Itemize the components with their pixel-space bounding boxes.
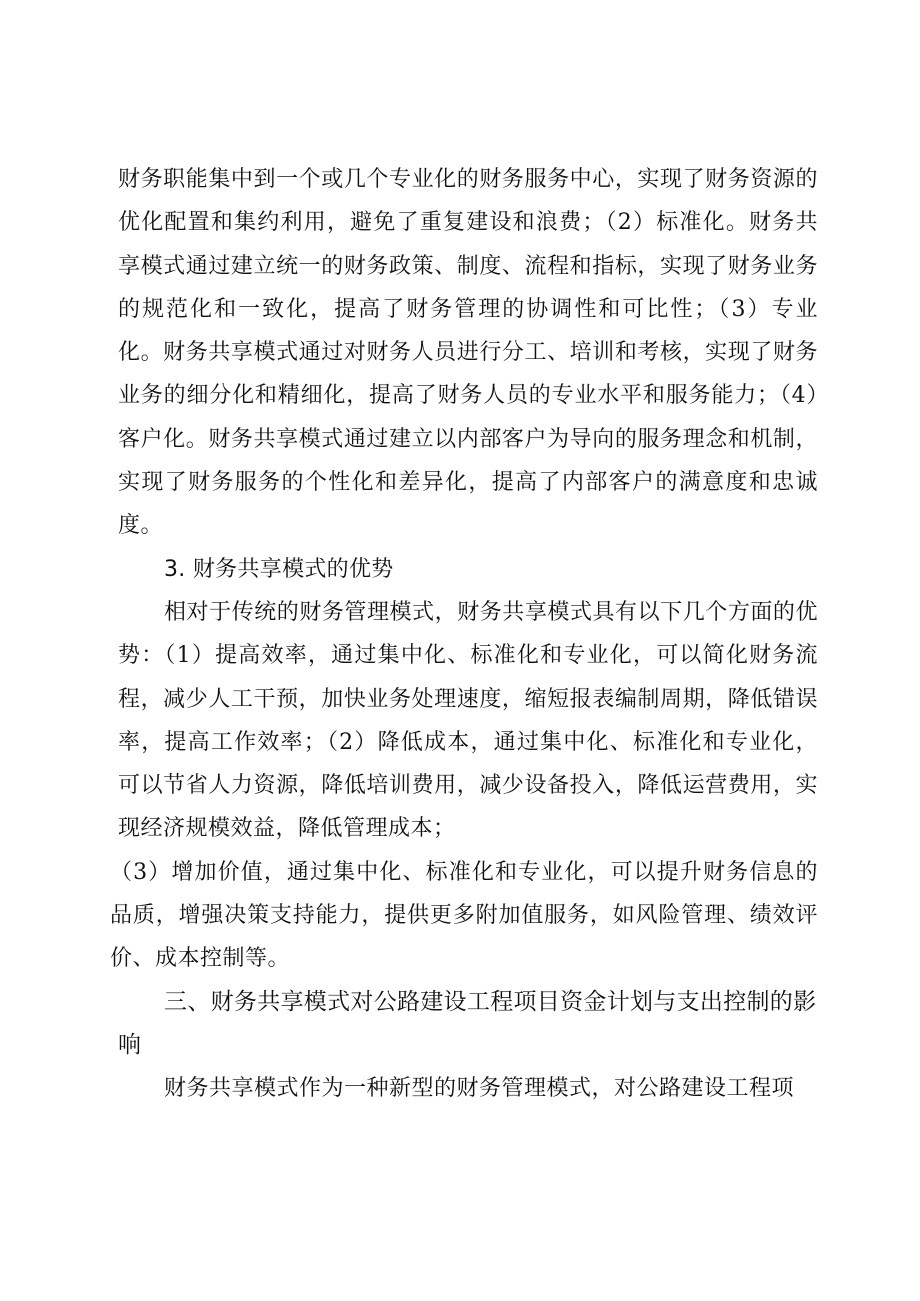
document-body	[110, 158, 818, 1111]
paragraph-advantages: 相对于传统的财务管理模式，财务共享模式具有以下几个方面的优势：（1）提高效率，通过集中化、标准化和专业化，可以简化财务流程，减少人工干预，加快业务处理速度，缩短报表编制周期，降低错误率，提高工作效率；（2）降低成本，通过集中化、标准化和专业化，可以节省人力资源，降低培训费用，减少设备投入，降低运营费用，实现经济规模效益，降低管理成本；	[118, 599, 818, 842]
section-heading-impact: 三、财务共享模式对公路建设工程项目资金计划与支出控制的影响	[118, 988, 817, 1058]
subheading-advantages: 3. 财务共享模式的优势	[164, 556, 394, 582]
paragraph-shared-features: 财务职能集中到一个或几个专业化的财务服务中心，实现了财务资源的优化配置和集约利用，避免了重复建设和浪费；（2）标准化。财务共享模式通过建立统一的财务政策、制度、流程和指标，实现了财务业务的规范化和一致化，提高了财务管理的协调性和可比性；（3）专业化。财务共享模式通过对财务人员进行分工、培训和考核，实现了财务业务的细分化和精细化，提高了财务人员的专业水平和服务能力；（4）客户化。财务共享模式通过建立以内部客户为导向的服务理念和机制，实现了财务服务的个性化和差异化，提高了内部客户的满意度和忠诚度。	[118, 167, 818, 539]
paragraph-impact-intro: 财务共享模式作为一种新型的财务管理模式，对公路建设工程项	[164, 1076, 795, 1102]
paragraph-add-value: （3）增加价值，通过集中化、标准化和专业化，可以提升财务信息的品质，增强决策支持能力，提供更多附加值服务，如风险管理、绩效评价、成本控制等。	[110, 859, 818, 972]
